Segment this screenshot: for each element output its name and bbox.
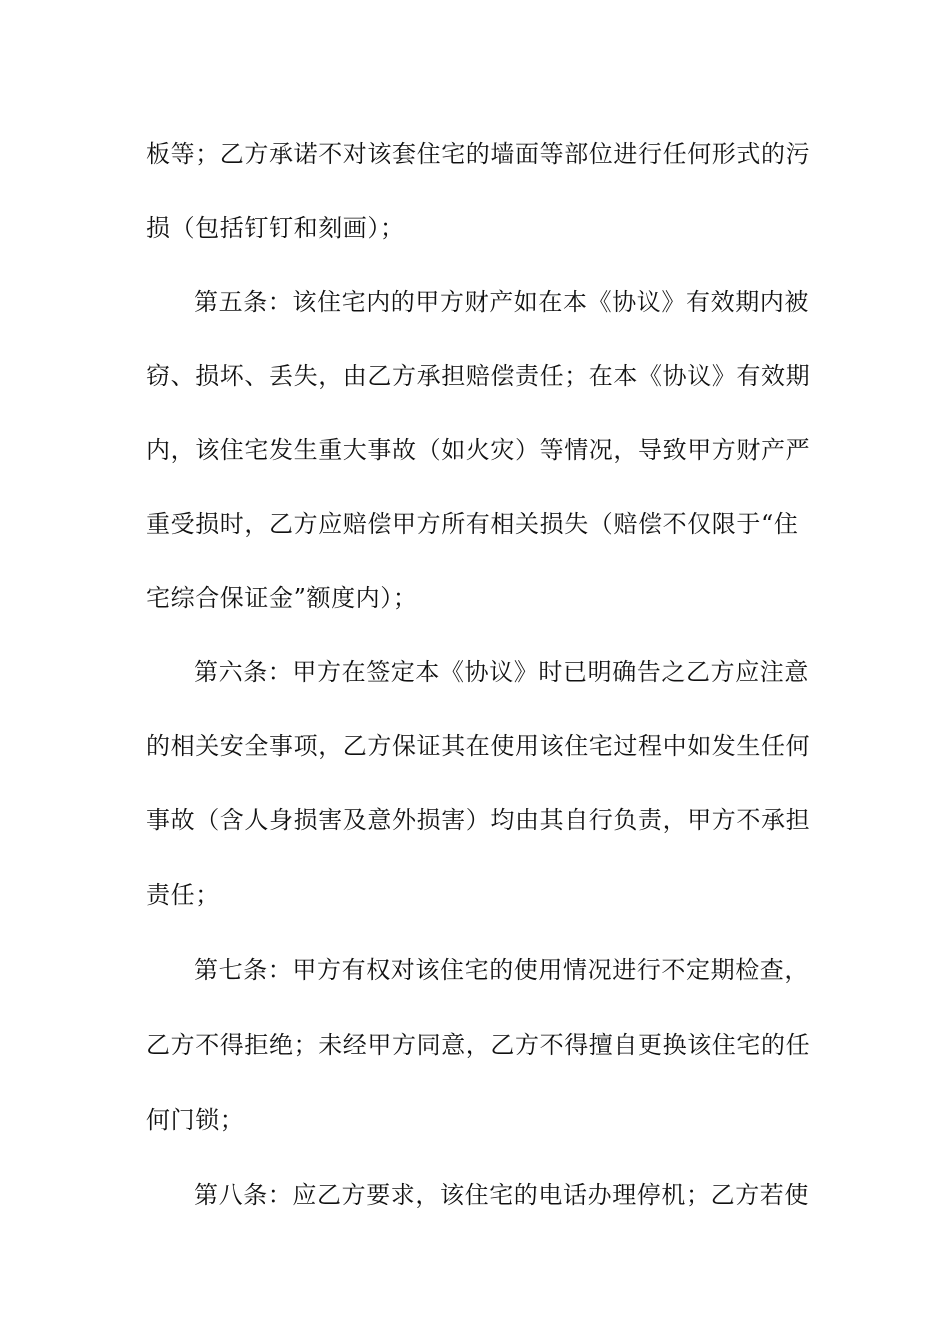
text-line: 宅综合保证金”额度内）；: [146, 584, 418, 612]
text-line: 窃、损坏、丢失，由乙方承担赔偿责任；在本《协议》有效期: [146, 362, 811, 390]
text-line: 乙方不得拒绝；未经甲方同意，乙方不得擅自更换该住宅的任: [146, 1031, 811, 1059]
text-line: 损（包括钉钉和刻画）；: [146, 214, 405, 242]
article-7-heading-line: 第七条：甲方有权对该住宅的使用情况进行不定期检查，: [194, 956, 809, 984]
text-line: 何门锁；: [146, 1106, 245, 1134]
text-line: 事故（含人身损害及意外损害）均由其自行负责，甲方不承担: [146, 806, 811, 834]
text-line: 内，该住宅发生重大事故（如火灾）等情况，导致甲方财产严: [146, 436, 811, 464]
text-line: 重受损时，乙方应赔偿甲方所有相关损失（赔偿不仅限于“住: [146, 510, 799, 538]
article-8-heading-line: 第八条：应乙方要求，该住宅的电话办理停机；乙方若使: [194, 1181, 809, 1209]
article-5-heading-line: 第五条：该住宅内的甲方财产如在本《协议》有效期内被: [194, 288, 809, 316]
text-line: 的相关安全事项，乙方保证其在使用该住宅过程中如发生任何: [146, 732, 811, 760]
text-line: 责任；: [146, 881, 220, 909]
text-line: 板等；乙方承诺不对该套住宅的墙面等部位进行任何形式的污: [146, 140, 811, 168]
article-6-heading-line: 第六条：甲方在签定本《协议》时已明确告之乙方应注意: [194, 658, 809, 686]
